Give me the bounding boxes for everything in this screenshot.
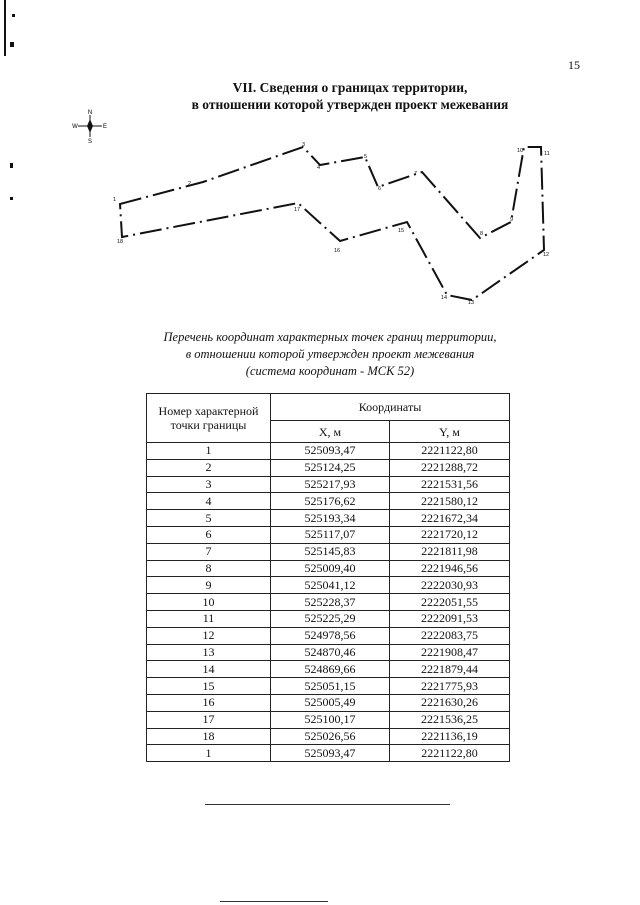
scheme-point-label: 2 [188,181,192,187]
x-coordinate-cell: 524978,56 [271,627,390,644]
point-number-cell: 3 [147,476,271,493]
scheme-point-label: 16 [334,248,341,254]
section-title-line-2: в отношении которой утвержден проект межевания [191,97,509,112]
point-number-cell: 9 [147,577,271,594]
x-coordinate-cell: 525009,40 [271,560,390,577]
y-coordinate-cell: 2221672,34 [390,510,510,527]
scheme-point-label: 14 [441,295,448,301]
table-row [147,543,510,560]
y-coordinate-cell: 2221630,26 [390,694,510,711]
point-number-cell: 1 [147,745,271,762]
scheme-point-label: 12 [543,252,550,258]
scheme-point-label: 7 [414,171,418,177]
table-row [147,443,510,460]
x-coordinate-cell: 525225,29 [271,610,390,627]
table-row [147,459,510,476]
x-coordinate-cell: 525041,12 [271,577,390,594]
table-row [147,560,510,577]
bottom-rule [220,901,328,902]
table-row [147,728,510,745]
y-coordinate-cell: 2222091,53 [390,610,510,627]
boundary-polyline [120,147,544,300]
y-coordinate-cell: 2222083,75 [390,627,510,644]
x-coordinate-cell: 525124,25 [271,459,390,476]
margin-mark [10,197,13,200]
y-coordinate-cell: 2221531,56 [390,476,510,493]
margin-mark [10,42,14,47]
compass-west-label: W [72,124,78,130]
x-coordinate-cell: 524869,66 [271,661,390,678]
x-coordinate-cell: 525145,83 [271,543,390,560]
table-row [147,476,510,493]
table-row [147,661,510,678]
x-coordinate-cell: 524870,46 [271,644,390,661]
table-row [147,493,510,510]
coordinates-table-body [147,443,510,762]
table-row [147,594,510,611]
table-row [147,577,510,594]
y-coordinate-cell: 2221879,44 [390,661,510,678]
x-coordinate-cell: 525117,07 [271,526,390,543]
territory-boundary-scheme [100,135,570,315]
y-coordinate-cell: 2221720,12 [390,526,510,543]
scheme-point-labels [113,142,550,306]
margin-mark [10,163,13,168]
x-coordinate-cell: 525100,17 [271,711,390,728]
header-y: Y, м [390,421,510,443]
point-number-cell: 15 [147,678,271,695]
point-number-cell: 6 [147,526,271,543]
table-row [147,526,510,543]
caption-line-2: в отношении которой утвержден проект межевания [185,347,475,361]
point-number-cell: 12 [147,627,271,644]
point-number-cell: 8 [147,560,271,577]
x-coordinate-cell: 525005,49 [271,694,390,711]
y-coordinate-cell: 2221946,56 [390,560,510,577]
y-coordinate-cell: 2221811,98 [390,543,510,560]
y-coordinate-cell: 2221908,47 [390,644,510,661]
table-row [147,510,510,527]
table-row [147,610,510,627]
point-number-cell: 18 [147,728,271,745]
compass-east-label: E [102,124,108,130]
header-x: X, м [271,421,390,443]
x-coordinate-cell: 525193,34 [271,510,390,527]
x-coordinate-cell: 525217,93 [271,476,390,493]
table-row [147,678,510,695]
x-coordinate-cell: 525093,47 [271,443,390,460]
point-number-cell: 4 [147,493,271,510]
table-row [147,627,510,644]
point-number-cell: 16 [147,694,271,711]
point-number-cell: 10 [147,594,271,611]
scheme-point-label: 1 [113,197,117,203]
x-coordinate-cell: 525228,37 [271,594,390,611]
caption-line-3: (система координат - МСК 52) [245,364,415,378]
table-caption [110,329,550,380]
margin-mark [4,0,6,56]
compass-north-label: N [87,110,93,116]
caption-line-1: Перечень координат характерных точек границ территории, [163,330,497,344]
point-number-cell: 7 [147,543,271,560]
scheme-point-label: 6 [378,186,382,192]
y-coordinate-cell: 2221775,93 [390,678,510,695]
scheme-point-label: 5 [364,154,368,160]
point-number-cell: 17 [147,711,271,728]
page-number: 15 [568,58,580,72]
margin-mark [12,14,15,17]
table-row [147,711,510,728]
table-row [147,644,510,661]
y-coordinate-cell: 2222051,55 [390,594,510,611]
point-number-cell: 14 [147,661,271,678]
signature-line [205,804,450,805]
table-row [147,745,510,762]
scheme-point-label: 10 [517,148,524,154]
y-coordinate-cell: 2221288,72 [390,459,510,476]
point-number-cell: 1 [147,443,271,460]
coordinates-table [146,393,510,762]
scheme-point-label: 3 [302,142,306,148]
scheme-point-label: 17 [294,207,301,213]
scheme-point-label: 9 [510,217,514,223]
header-point-number: Номер характерной точки границы [147,394,271,443]
y-coordinate-cell: 2222030,93 [390,577,510,594]
y-coordinate-cell: 2221580,12 [390,493,510,510]
x-coordinate-cell: 525051,15 [271,678,390,695]
y-coordinate-cell: 2221136,19 [390,728,510,745]
point-number-cell: 13 [147,644,271,661]
y-coordinate-cell: 2221122,80 [390,443,510,460]
point-number-cell: 11 [147,610,271,627]
header-coordinates: Координаты [271,394,510,421]
scheme-point-label: 18 [117,239,124,245]
x-coordinate-cell: 525176,62 [271,493,390,510]
scheme-point-label: 4 [317,165,321,171]
y-coordinate-cell: 2221536,25 [390,711,510,728]
compass-south-label: S [87,139,93,144]
section-title [140,79,560,113]
section-title-line-1: VII. Сведения о границах территории, [232,80,468,95]
scheme-point-label: 15 [398,228,405,234]
table-row [147,694,510,711]
point-number-cell: 5 [147,510,271,527]
scheme-point-label: 11 [544,151,550,157]
y-coordinate-cell: 2221122,80 [390,745,510,762]
point-number-cell: 2 [147,459,271,476]
scheme-point-label: 13 [468,300,475,306]
scheme-point-label: 8 [480,231,484,237]
x-coordinate-cell: 525093,47 [271,745,390,762]
x-coordinate-cell: 525026,56 [271,728,390,745]
